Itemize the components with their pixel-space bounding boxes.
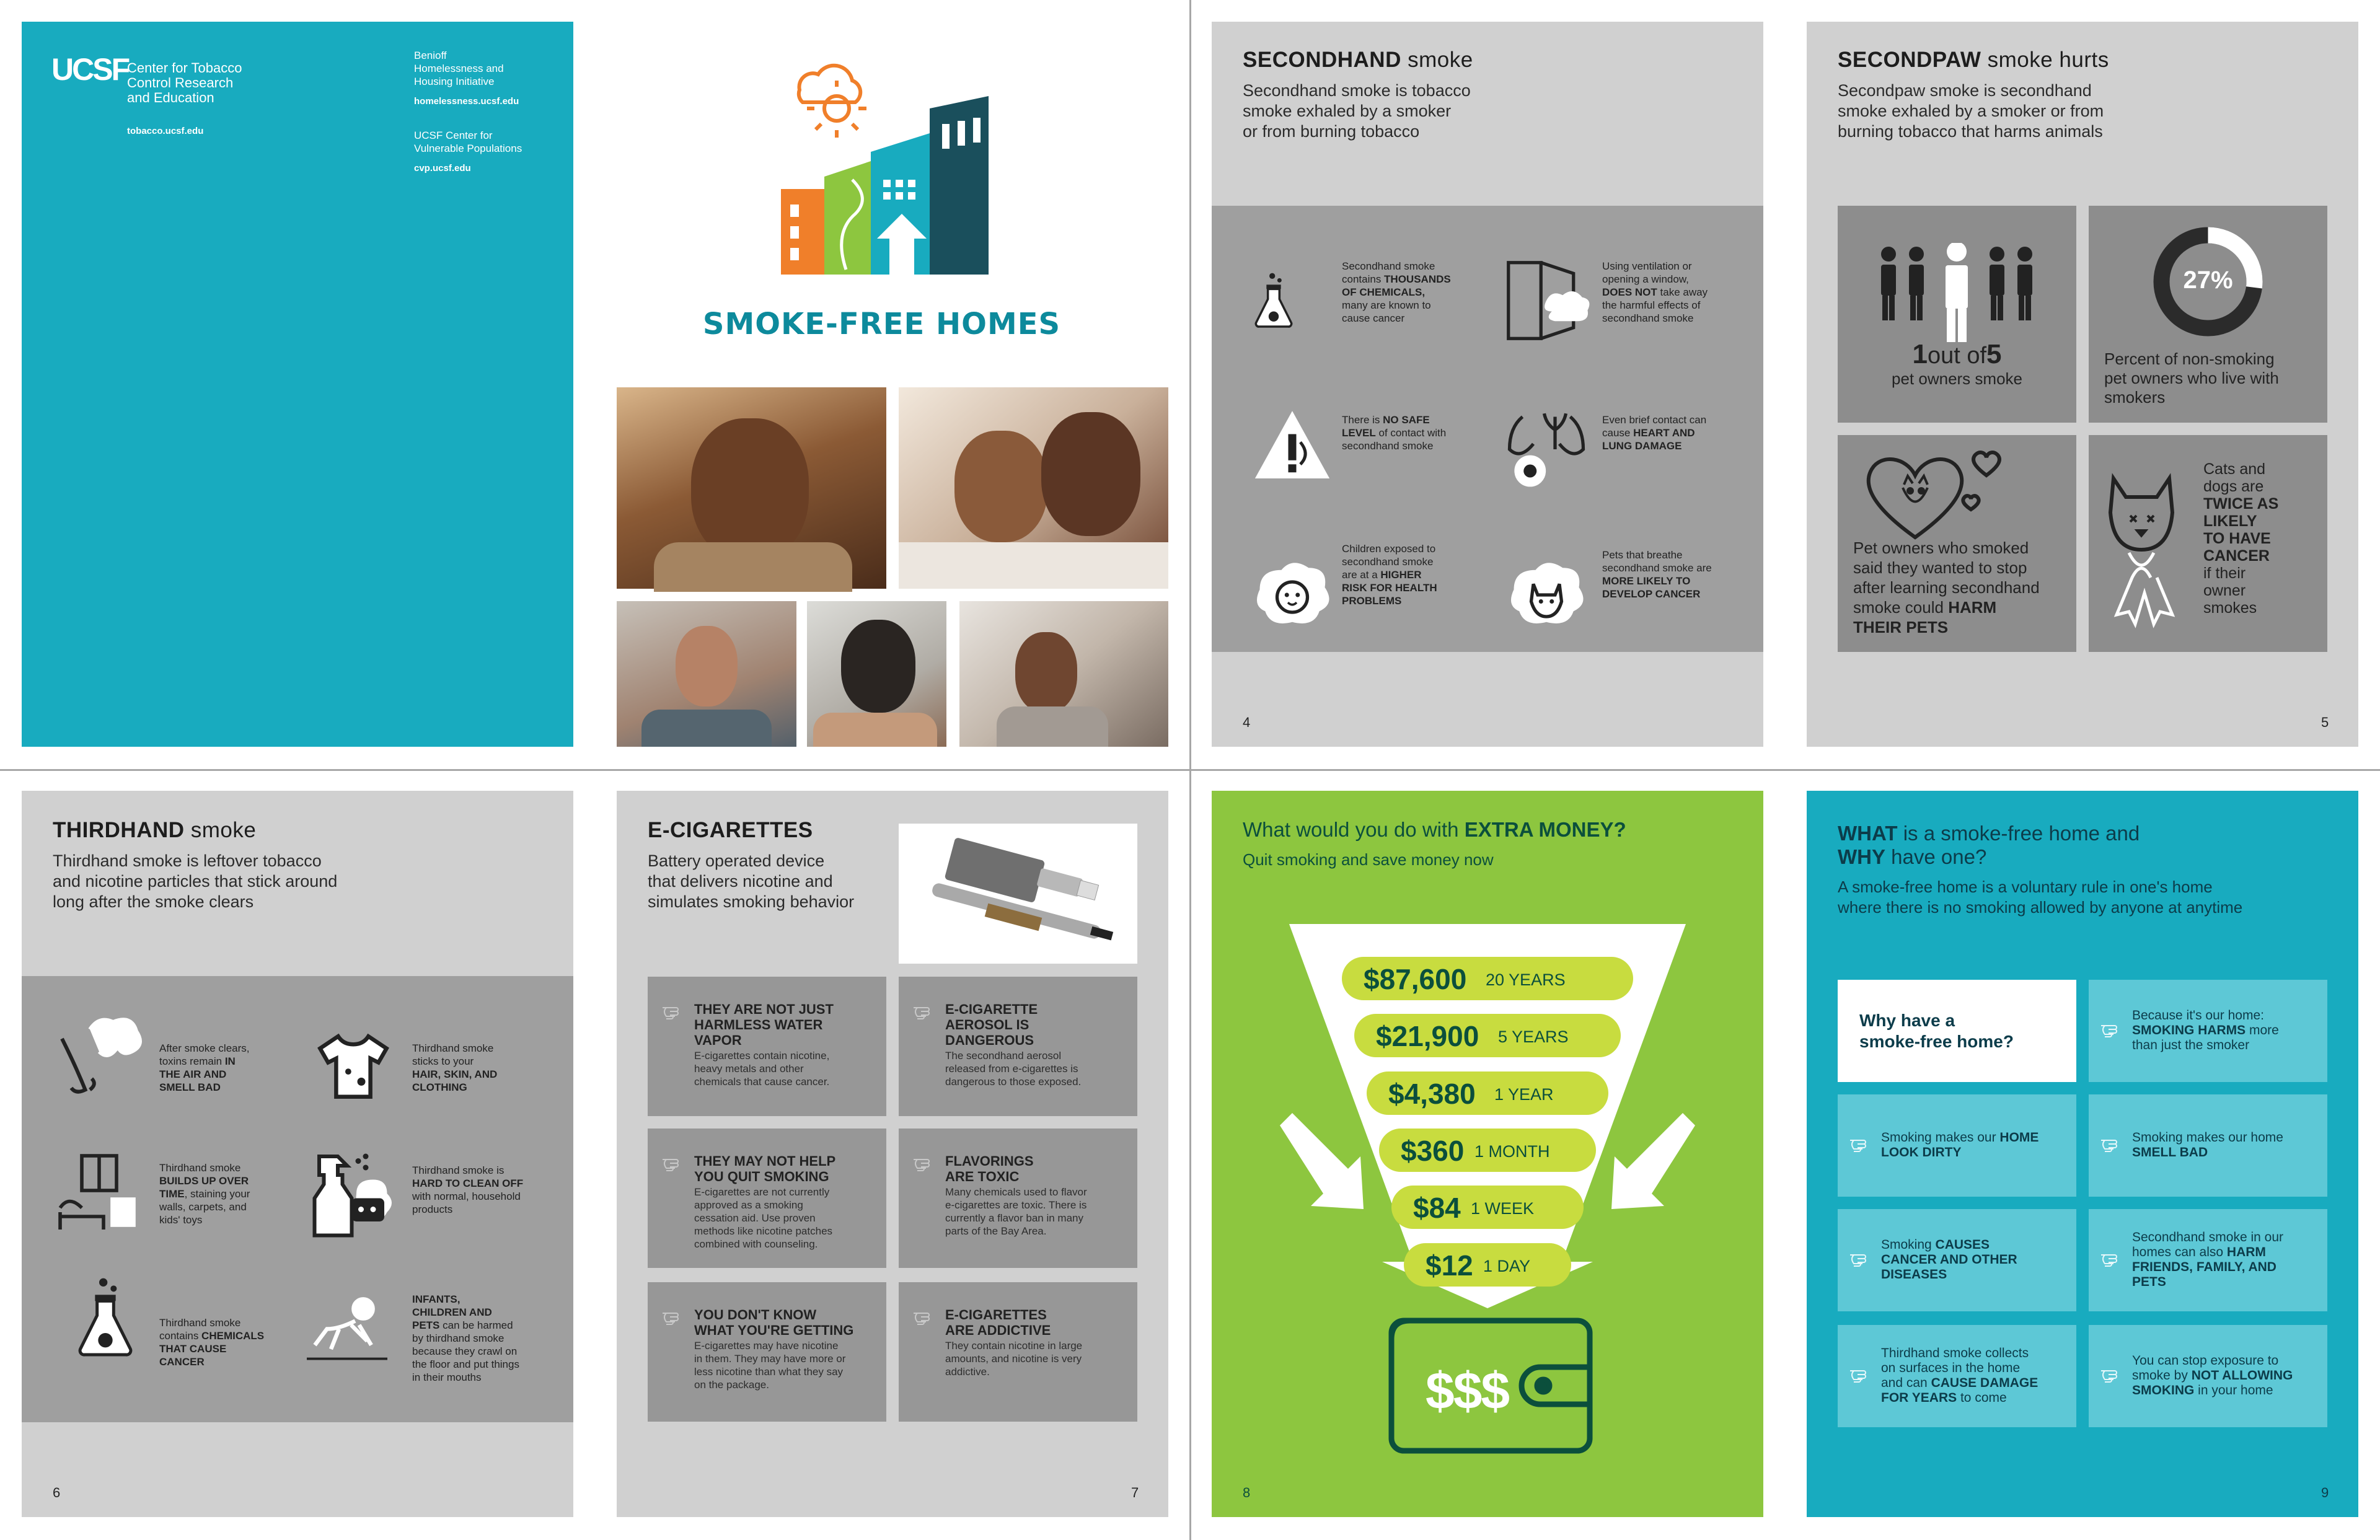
e-cig-fact-body: parts of the Bay Area. — [945, 1225, 1047, 1237]
fact-text: There is NO SAFE LEVEL of contact with secondhand smoke — [1342, 414, 1447, 452]
page-8-extra-money — [1212, 791, 1763, 1517]
subtitle-3: simulates smoking behavior — [648, 892, 855, 911]
subtitle-2: smoke exhaled by a smoker — [1243, 102, 1452, 120]
subtitle-2: where there is no smoking allowed by anyone at anytime — [1838, 898, 2243, 917]
pointing-hand-icon — [661, 1001, 685, 1020]
pointing-hand-icon — [912, 1001, 936, 1020]
pointing-hand-icon — [661, 1153, 685, 1172]
stat-percent-value: 27% — [2183, 266, 2233, 294]
shirt-icon — [313, 1026, 394, 1107]
benioff-3: Housing Initiative — [414, 76, 495, 87]
smoke-free-reason-box — [1838, 1094, 2076, 1197]
ucsf-logo: UCSF — [51, 52, 129, 87]
savings-period: 20 YEARS — [1486, 970, 1566, 989]
spray-icon — [301, 1147, 394, 1240]
stat-one-out-of-five: 1out of5 — [1912, 339, 2002, 369]
smoke-free-reason-box — [1838, 1325, 2076, 1427]
subtitle-3: long after the smoke clears — [53, 892, 254, 911]
warning-icon — [1252, 406, 1333, 486]
stat-percent-label-2: pet owners who live with — [2104, 369, 2279, 387]
cvp-2: Vulnerable Populations — [414, 143, 522, 154]
subtitle-1: Secondpaw smoke is secondhand — [1838, 81, 2092, 100]
reason-text: and can CAUSE DAMAGE — [1881, 1376, 2038, 1390]
e-cig-fact-heading: DANGEROUS — [945, 1032, 1034, 1048]
e-cig-fact-heading: AEROSOL IS — [945, 1017, 1029, 1032]
wallet-dollars: $$$ — [1426, 1362, 1509, 1420]
fact-text: Even brief contact can cause HEART AND LUNG DAMAGE — [1602, 414, 1707, 452]
stat-cancer-line: Cats and — [2203, 460, 2266, 478]
page-number: 9 — [2321, 1485, 2329, 1500]
back-cover-page — [22, 22, 573, 747]
reason-text: FOR YEARS to come — [1881, 1391, 2007, 1405]
e-cig-fact-heading: THEY ARE NOT JUST — [694, 1001, 834, 1017]
e-cigarette-device-icon — [917, 836, 1122, 954]
fact-text: Pets that breathe secondhand smoke are MORE LIKELY TO DEVELOP CANCER — [1602, 549, 1712, 600]
stat-tile-pet-owners — [1838, 206, 2076, 423]
stat-cancer-line: if their — [2203, 565, 2246, 582]
e-cig-fact-body: combined with counseling. — [694, 1238, 818, 1250]
reason-text: You can stop exposure to — [2132, 1353, 2279, 1368]
e-cig-fact-body: E-cigarettes contain nicotine, — [694, 1050, 830, 1062]
e-cig-fact-heading: E-CIGARETTES — [945, 1307, 1047, 1322]
stat-label: pet owners smoke — [1892, 369, 2022, 388]
smoke-free-reason-box — [1838, 1209, 2076, 1311]
e-cig-fact-body: on the package. — [694, 1379, 769, 1391]
savings-pill — [1354, 1014, 1621, 1057]
savings-period: 1 MONTH — [1474, 1142, 1550, 1161]
reason-text: LOOK DIRTY — [1881, 1145, 1962, 1159]
page-title: What would you do with EXTRA MONEY? — [1243, 818, 1626, 841]
benioff-2: Homelessness and — [414, 63, 504, 74]
savings-pill — [1342, 957, 1633, 1000]
savings-pill — [1391, 1186, 1584, 1229]
e-cig-fact-box — [648, 1129, 886, 1268]
e-cigarette-photo — [899, 824, 1137, 964]
why-line-1: Why have a — [1859, 1011, 1955, 1030]
room-icon — [50, 1147, 149, 1234]
e-cig-fact-heading: YOU DON'T KNOW — [694, 1307, 817, 1322]
horizontal-spread-divider — [0, 769, 2380, 771]
page-subtitle: Quit smoking and save money now — [1243, 850, 1494, 869]
e-cig-fact-body: currently a flavor ban in many — [945, 1212, 1083, 1224]
savings-pill — [1404, 1243, 1571, 1287]
org-name-3: and Education — [127, 90, 214, 105]
baby-icon — [1249, 552, 1336, 638]
savings-value: $84 — [1413, 1192, 1461, 1224]
stat-cancer-line: LIKELY — [2203, 513, 2257, 530]
stat-harm-pets-line: after learning secondhand — [1853, 578, 2040, 597]
page-9-smoke-free-home — [1807, 791, 2358, 1517]
org-name-1: Center for Tobacco — [127, 60, 242, 76]
reason-text: Thirdhand smoke collects — [1881, 1346, 2029, 1360]
reason-text: Secondhand smoke in our — [2132, 1230, 2283, 1244]
savings-value: $360 — [1401, 1135, 1465, 1167]
pointing-hand-icon — [2100, 1365, 2123, 1383]
smoke-free-homes-logo — [744, 46, 1016, 319]
page-title: E-CIGARETTES — [648, 818, 813, 842]
savings-period: 1 YEAR — [1494, 1085, 1554, 1104]
arrow-left-icon — [1280, 1113, 1373, 1212]
fact-text: Thirdhand smoke BUILDS UP OVER TIME, staining your walls, carpets, and kids' toys — [159, 1162, 250, 1226]
org-url: tobacco.ucsf.edu — [127, 126, 204, 136]
page-title-2: WHY have one? — [1838, 845, 1987, 868]
fact-text: Thirdhand smoke is HARD TO CLEAN OFF with normal, household products — [412, 1164, 524, 1215]
cvp-url: cvp.ucsf.edu — [414, 163, 471, 174]
reason-text: homes can also HARM — [2132, 1245, 2266, 1259]
pointing-hand-icon — [912, 1153, 936, 1172]
e-cig-fact-body: released from e-cigarettes is — [945, 1063, 1078, 1075]
stat-cancer-line: TO HAVE — [2203, 530, 2271, 547]
photo-older-man — [617, 601, 796, 747]
pointing-hand-icon — [912, 1307, 936, 1326]
e-cig-fact-body: heavy metals and other — [694, 1063, 804, 1075]
savings-pill — [1367, 1071, 1608, 1115]
e-cig-fact-body: less nicotine than what they say — [694, 1366, 844, 1378]
e-cig-fact-body: The secondhand aerosol — [945, 1050, 1062, 1062]
savings-pill — [1379, 1129, 1596, 1172]
smoke-free-reason-box — [2089, 980, 2327, 1082]
savings-value: $12 — [1426, 1249, 1473, 1282]
e-cig-fact-body: approved as a smoking — [694, 1199, 803, 1211]
fact-text: Children exposed to secondhand smoke are at a HIGHER RISK FOR HEALTH PROBLEMS — [1342, 543, 1437, 607]
cvp-1: UCSF Center for — [414, 130, 493, 141]
photo-smiling-man — [617, 387, 886, 589]
pointing-hand-icon — [1849, 1249, 1872, 1267]
stat-harm-pets-line: Pet owners who smoked — [1853, 539, 2029, 557]
e-cig-fact-body: methods like nicotine patches — [694, 1225, 833, 1237]
reason-text: on surfaces in the home — [1881, 1361, 2021, 1375]
crawling-baby-icon — [301, 1293, 394, 1373]
e-cig-fact-heading: HARMLESS WATER — [694, 1017, 823, 1032]
stat-cancer-line: smokes — [2203, 599, 2257, 617]
e-cig-fact-box — [648, 1282, 886, 1422]
stat-percent-label-1: Percent of non-smoking — [2104, 350, 2275, 368]
reason-text: SMOKING HARMS more — [2132, 1023, 2279, 1037]
e-cig-fact-body: e-cigarettes are toxic. There is — [945, 1199, 1087, 1211]
stat-cancer-line: dogs are — [2203, 478, 2264, 495]
pointing-hand-icon — [1849, 1134, 1872, 1153]
e-cig-fact-heading: WHAT YOU'RE GETTING — [694, 1322, 854, 1338]
reason-text: FRIENDS, FAMILY, AND — [2132, 1260, 2276, 1274]
pointing-hand-icon — [2100, 1134, 2123, 1153]
pointing-hand-icon — [661, 1307, 685, 1326]
title-page — [595, 22, 1168, 747]
savings-period: 1 DAY — [1483, 1257, 1531, 1275]
photo-child-and-mother — [899, 387, 1168, 589]
flask-icon — [74, 1271, 136, 1364]
stat-harm-pets-line: THEIR PETS — [1853, 618, 1949, 636]
why-line-2: smoke-free home? — [1859, 1032, 2014, 1051]
subtitle-2: and nicotine particles that stick around — [53, 872, 338, 891]
subtitle-1: A smoke-free home is a voluntary rule in one's home — [1838, 878, 2213, 896]
people-icon — [1875, 243, 2039, 342]
e-cig-fact-box — [899, 1129, 1137, 1268]
e-cig-fact-body: Many chemicals used to flavor — [945, 1186, 1087, 1198]
savings-period: 5 YEARS — [1498, 1027, 1569, 1046]
reason-text: SMELL BAD — [2132, 1145, 2208, 1159]
e-cig-fact-body: E-cigarettes may have nicotine — [694, 1340, 839, 1352]
photo-dog — [807, 601, 946, 747]
savings-value: $87,600 — [1364, 963, 1467, 995]
reason-text: SMOKING in your home — [2132, 1383, 2273, 1397]
reason-text: than just the smoker — [2132, 1038, 2250, 1052]
reason-text: Smoking makes our HOME — [1881, 1130, 2039, 1145]
cat-icon — [1503, 548, 1590, 641]
e-cig-fact-box — [899, 1282, 1137, 1422]
smoke-free-reason-box — [2089, 1325, 2327, 1427]
stat-cancer-line: CANCER — [2203, 547, 2270, 565]
page-number: 4 — [1243, 715, 1251, 730]
stat-tile-percent — [2089, 206, 2327, 423]
e-cig-fact-heading: ARE TOXIC — [945, 1169, 1020, 1184]
subtitle-2: that delivers nicotine and — [648, 872, 833, 891]
reason-text: CANCER AND OTHER — [1881, 1252, 2017, 1267]
stat-tile-harm-pets — [1838, 435, 2076, 652]
page-title: SECONDHAND smoke — [1243, 48, 1473, 72]
page-4-secondhand — [1212, 22, 1763, 747]
e-cig-fact-box — [899, 977, 1137, 1116]
fact-text: Using ventilation or opening a window, DOES NOT take away the harmful effects of secondhand smoke — [1602, 260, 1708, 324]
nose-smoke-icon — [50, 1011, 149, 1104]
pointing-hand-icon — [2100, 1019, 2123, 1038]
savings-value: $4,380 — [1388, 1078, 1476, 1110]
e-cig-fact-heading: VAPOR — [694, 1032, 742, 1048]
smoke-free-homes-title: SMOKE-FREE HOMES — [702, 307, 1061, 341]
savings-period: 1 WEEK — [1471, 1199, 1535, 1218]
stat-harm-pets-line: said they wanted to stop — [1853, 558, 2027, 577]
benioff-url: homelessness.ucsf.edu — [414, 96, 519, 107]
subtitle-1: Battery operated device — [648, 851, 825, 870]
e-cig-fact-heading: E-CIGARETTE — [945, 1001, 1038, 1017]
pointing-hand-icon — [2100, 1249, 2123, 1267]
e-cig-fact-heading: ARE ADDICTIVE — [945, 1322, 1051, 1338]
e-cig-fact-body: cessation aid. Use proven — [694, 1212, 816, 1224]
page-number: 5 — [2321, 715, 2329, 730]
stat-cancer-line: owner — [2203, 582, 2246, 599]
reason-text: Smoking makes our home — [2132, 1130, 2283, 1145]
savings-value: $21,900 — [1376, 1020, 1479, 1052]
e-cig-fact-heading: THEY MAY NOT HELP — [694, 1153, 836, 1169]
fact-text: Secondhand smoke contains THOUSANDS OF CHEMICALS, many are known to cause cancer — [1342, 260, 1451, 324]
stat-tile-cancer — [2089, 435, 2327, 652]
arrow-right-icon — [1602, 1113, 1695, 1212]
e-cig-fact-body: dangerous to those exposed. — [945, 1076, 1082, 1088]
reason-text: Because it's our home: — [2132, 1008, 2264, 1023]
stat-percent-label-3: smokers — [2104, 388, 2166, 407]
subtitle-3: or from burning tobacco — [1243, 122, 1420, 141]
smoke-free-reason-box — [2089, 1209, 2327, 1311]
page-5-secondpaw — [1807, 22, 2358, 747]
e-cig-fact-heading: YOU QUIT SMOKING — [694, 1169, 829, 1184]
fact-text: INFANTS, CHILDREN AND PETS can be harmed by thirdhand smoke because they crawl on the floor and put things in their mouths — [412, 1293, 519, 1383]
cat-ribbon-icon — [2104, 472, 2179, 633]
subtitle-2: smoke exhaled by a smoker or from — [1838, 102, 2104, 120]
photo-woman-smiling — [959, 601, 1168, 747]
page-number: 6 — [53, 1485, 61, 1500]
page-title: THIRDHAND smoke — [53, 818, 257, 842]
e-cig-fact-body: in them. They may have more or — [694, 1353, 846, 1365]
reason-text: PETS — [2132, 1275, 2166, 1289]
benioff-1: Benioff — [414, 50, 447, 61]
e-cig-fact-body: E-cigarettes are not currently — [694, 1186, 830, 1198]
stat-harm-pets-line: smoke could HARM — [1853, 598, 1997, 617]
stat-cancer-line: TWICE AS — [2203, 495, 2279, 513]
subtitle-3: burning tobacco that harms animals — [1838, 122, 2103, 141]
e-cig-fact-box — [648, 977, 886, 1116]
e-cig-fact-body: amounts, and nicotine is very — [945, 1353, 1082, 1365]
subtitle-1: Thirdhand smoke is leftover tobacco — [53, 851, 322, 870]
e-cig-fact-body: chemicals that cause cancer. — [694, 1076, 830, 1088]
flask-icon — [1252, 251, 1295, 350]
why-box — [1838, 980, 2076, 1082]
page-title: SECONDPAW smoke hurts — [1838, 48, 2109, 72]
page-title-1: WHAT is a smoke-free home and — [1838, 822, 2140, 845]
heart-cat-icon — [1853, 447, 2039, 547]
reason-text: Smoking CAUSES — [1881, 1238, 1990, 1252]
reason-text: DISEASES — [1881, 1267, 1947, 1282]
page-6-thirdhand — [22, 791, 573, 1517]
page-7-e-cigarettes — [617, 791, 1168, 1517]
e-cig-fact-body: They contain nicotine in large — [945, 1340, 1083, 1352]
page-number: 8 — [1243, 1485, 1251, 1500]
e-cig-fact-body: addictive. — [945, 1366, 990, 1378]
fact-text: After smoke clears, toxins remain IN THE AIR AND SMELL BAD — [159, 1042, 250, 1093]
fact-text: Thirdhand smoke sticks to your HAIR, SKIN, AND CLOTHING — [412, 1042, 498, 1093]
page-number: 7 — [1131, 1485, 1139, 1500]
lungs-icon — [1503, 400, 1590, 499]
reason-text: smoke by NOT ALLOWING — [2132, 1368, 2293, 1383]
smoke-free-reason-box — [2089, 1094, 2327, 1197]
e-cig-fact-heading: FLAVORINGS — [945, 1153, 1034, 1169]
window-icon — [1503, 248, 1590, 353]
subtitle-1: Secondhand smoke is tobacco — [1243, 81, 1471, 100]
fact-text: Thirdhand smoke contains CHEMICALS THAT CAUSE CANCER — [159, 1317, 265, 1368]
org-name-2: Control Research — [127, 75, 234, 90]
pointing-hand-icon — [1849, 1365, 1872, 1383]
